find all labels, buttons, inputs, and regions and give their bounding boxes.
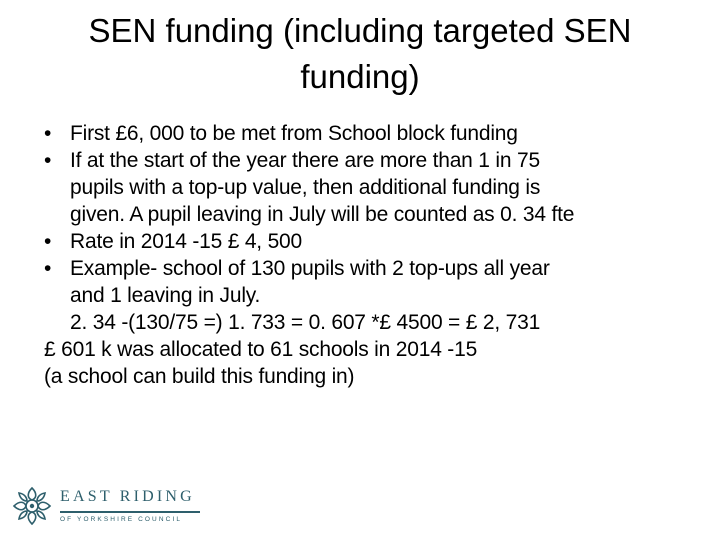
bullet-text: Rate in 2014 -15 £ 4, 500 bbox=[70, 230, 303, 253]
council-logo-name: EAST RIDING bbox=[60, 488, 195, 505]
slide-title bbox=[40, 8, 680, 100]
bullet-marker: • bbox=[44, 230, 52, 253]
bullet-text: given. A pupil leaving in July will be counted as 0. 34 fte bbox=[70, 203, 575, 226]
bullet-text: First £6, 000 to be met from School block funding bbox=[70, 122, 518, 145]
slide-body bbox=[44, 120, 694, 390]
council-logo-rule bbox=[60, 511, 200, 513]
bullet-text: pupils with a top-up value, then additional funding is bbox=[70, 176, 541, 199]
bullet-marker: • bbox=[44, 122, 52, 145]
allocation-note: (a school can build this funding in) bbox=[44, 365, 355, 388]
bullet-text: Example- school of 130 pupils with 2 top-ups all year bbox=[70, 257, 550, 280]
bullet-item bbox=[44, 120, 694, 147]
bullet-text: and 1 leaving in July. bbox=[70, 284, 261, 307]
bullet-text: If at the start of the year there are more than 1 in 75 bbox=[70, 149, 540, 172]
bullet-marker: • bbox=[44, 257, 52, 280]
slide-title-line-2: funding) bbox=[300, 58, 420, 95]
bullet-item bbox=[44, 147, 694, 228]
bullet-item bbox=[44, 255, 694, 309]
allocation-text: £ 601 k was allocated to 61 schools in 2014 -15 bbox=[44, 338, 478, 361]
bullet-marker: • bbox=[44, 149, 52, 172]
calculation-line: 2. 34 -(130/75 =) 1. 733 = 0. 607 *£ 4500 = £ 2, 731 bbox=[70, 311, 541, 334]
council-logo bbox=[10, 484, 200, 530]
council-logo-subtitle: OF YORKSHIRE COUNCIL bbox=[60, 516, 183, 523]
rose-crest-icon bbox=[10, 484, 54, 528]
bullet-item bbox=[44, 228, 694, 255]
slide-title-line-1: SEN funding (including targeted SEN bbox=[88, 12, 632, 49]
